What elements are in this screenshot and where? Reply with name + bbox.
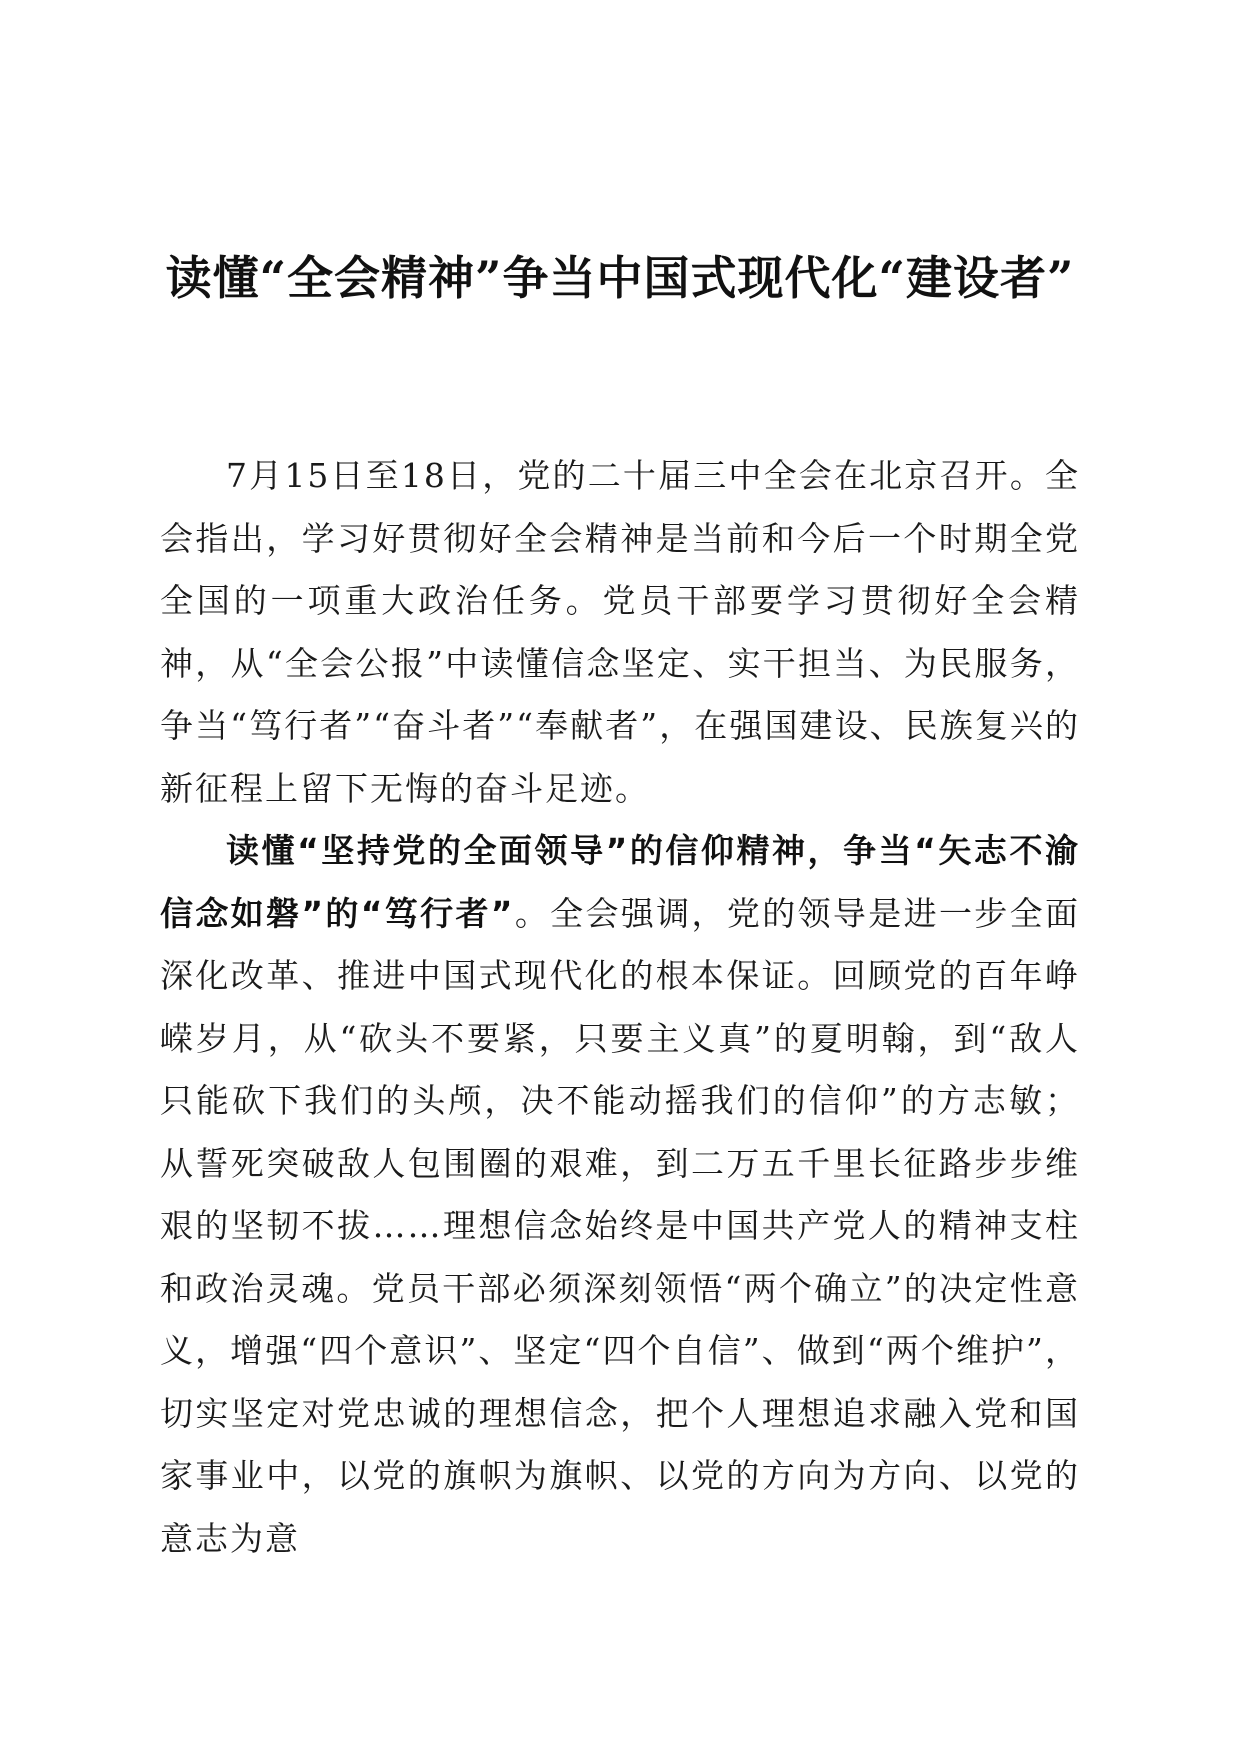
paragraph-text: 7月15日至18日，党的二十届三中全会在北京召开。全会指出，学习好贯彻好全会精神是当前和今后一个时期全党全国的一项重大政治任务。党员干部要学习贯彻好全会精神，从“全会公报”中读懂信念坚定、实干担当、为民服务，争当“笃行者”“奋斗者”“奉献者”，在强国建设、民族复兴的新征程上留下无悔的奋斗足迹。 (160, 456, 1080, 808)
paragraph-text: 。全会强调，党的领导是进一步全面深化改革、推进中国式现代化的根本保证。回顾党的百年峥嵘岁月，从“砍头不要紧，只要主义真”的夏明翰，到“敌人只能砍下我们的头颅，决不能动摇我们的信仰”的方志敏；从誓死突破敌人包围圈的艰难，到二万五千里长征路步步维艰的坚韧不拔……理想信念始终是中国共产党人的精神支柱和政治灵魂。党员干部必须深刻领悟“两个确立”的决定性意义，增强“四个意识”、坚定“四个自信”、做到“两个维护”，切实坚定对党忠诚的理想信念，把个人理想追求融入党和国家事业中，以党的旗帜为旗帜、以党的方向为方向、以党的意志为意 (160, 893, 1080, 1558)
paragraph-lead: 读懂“坚持党的全面领导”的信仰精神，争当“矢志不渝信念如磐”的“笃行者” (160, 831, 1080, 933)
document-title: 读懂“全会精神”争当中国式现代化“建设者” (165, 251, 1075, 305)
paragraph-section-1 (160, 820, 1080, 1570)
paragraph-intro (160, 445, 1080, 820)
document-body (160, 445, 1080, 1570)
